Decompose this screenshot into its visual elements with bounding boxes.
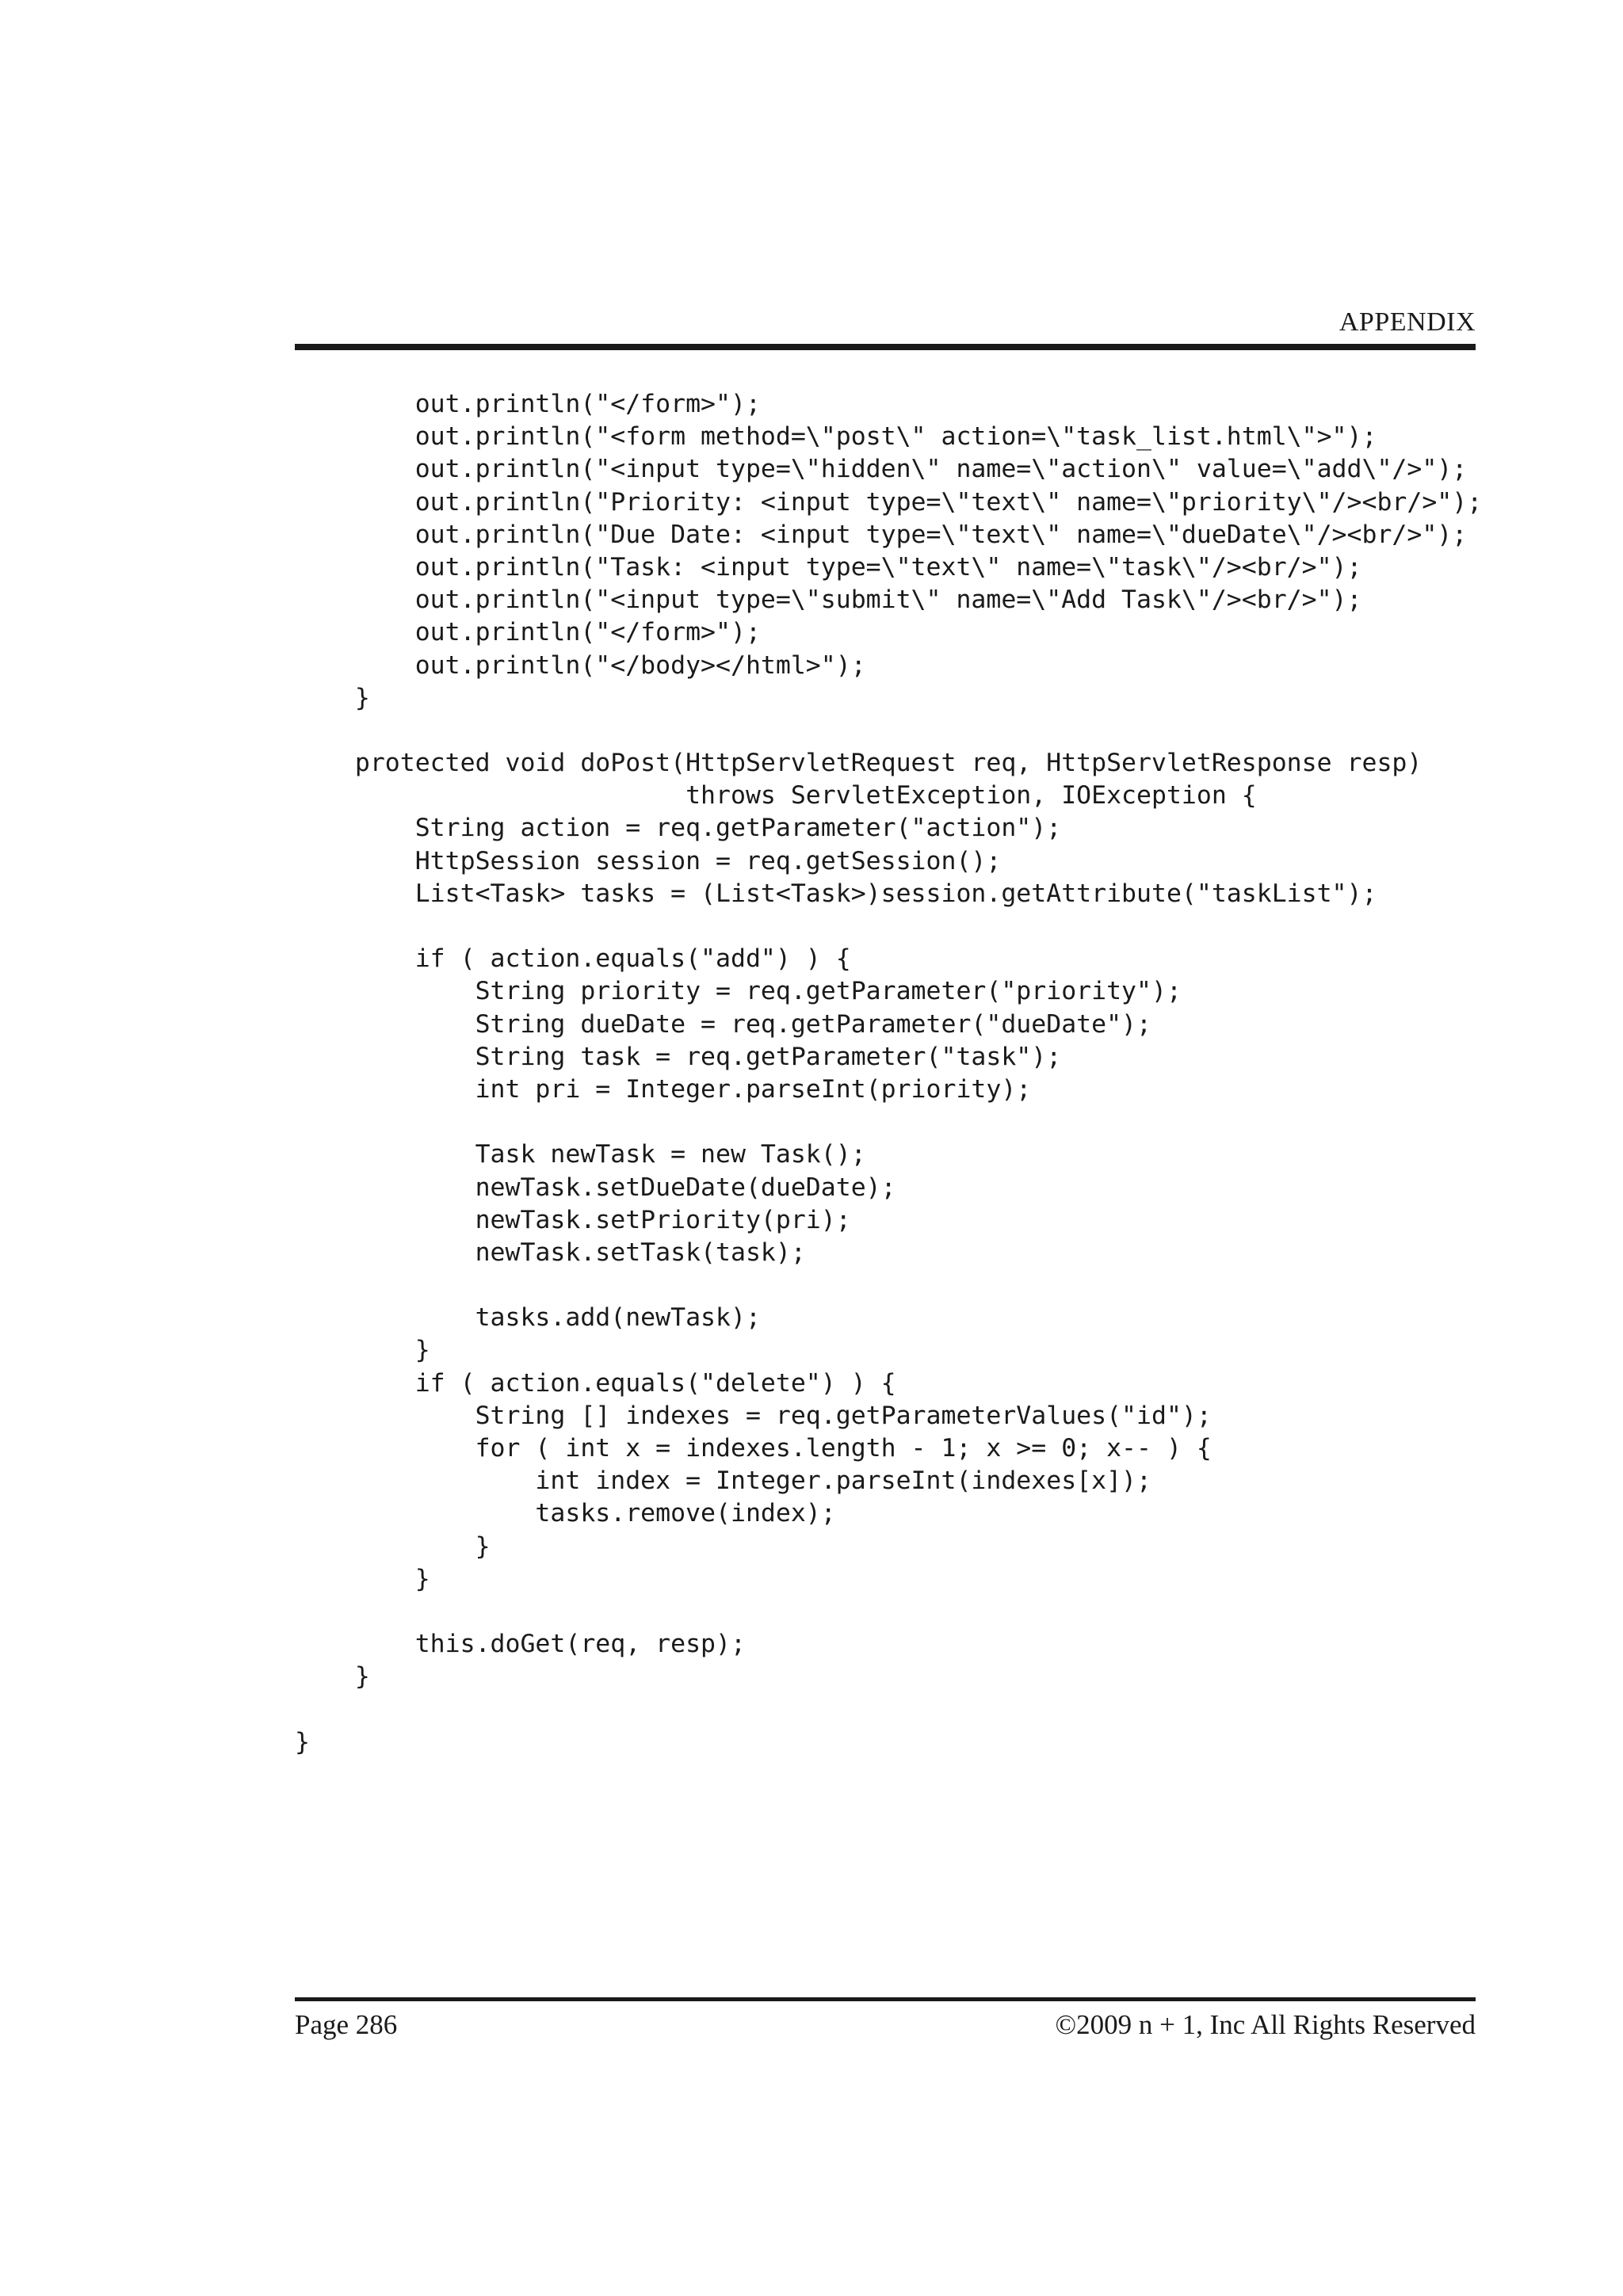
code-line: int pri = Integer.parseInt(priority); bbox=[295, 1074, 1032, 1104]
code-line: protected void doPost(HttpServletRequest req, HttpServletResponse resp) bbox=[295, 749, 1423, 778]
code-line: } bbox=[295, 1336, 430, 1365]
code-line: String action = req.getParameter("action"); bbox=[295, 814, 1062, 843]
code-line bbox=[295, 1694, 1476, 1726]
code-line: out.println("</form>"); bbox=[295, 618, 761, 647]
code-line bbox=[295, 1269, 1476, 1302]
code-line: out.println("<input type=\"hidden\" name=\"action\" value=\"add\"/>"); bbox=[295, 455, 1468, 484]
code-line: Task newTask = new Task(); bbox=[295, 1140, 866, 1169]
code-line: String dueDate = req.getParameter("dueDate"); bbox=[295, 1009, 1151, 1039]
code-line: HttpSession session = req.getSession(); bbox=[295, 846, 1002, 875]
code-listing bbox=[295, 388, 1483, 1759]
code-line bbox=[295, 910, 1476, 943]
code-line: tasks.add(newTask); bbox=[295, 1303, 761, 1333]
code-line: out.println("Due Date: <input type=\"text\" name=\"dueDate\"/><br/>"); bbox=[295, 520, 1468, 549]
code-line: this.doGet(req, resp); bbox=[295, 1630, 746, 1659]
header-rule bbox=[295, 344, 1476, 350]
code-line: newTask.setPriority(pri); bbox=[295, 1205, 851, 1234]
code-line: List<Task> tasks = (List<Task>)session.getAttribute("taskList"); bbox=[295, 879, 1377, 908]
code-line bbox=[295, 715, 1476, 747]
code-line: int index = Integer.parseInt(indexes[x]); bbox=[295, 1466, 1151, 1496]
code-line: String [] indexes = req.getParameterValues("id"); bbox=[295, 1401, 1212, 1430]
code-line: out.println("Task: <input type=\"text\" name=\"task\"/><br/>"); bbox=[295, 552, 1362, 582]
code-line: if ( action.equals("add") ) { bbox=[295, 944, 851, 974]
code-line bbox=[295, 1596, 1476, 1628]
code-line bbox=[295, 1106, 1476, 1138]
code-line: out.println("</body></html>"); bbox=[295, 650, 866, 680]
code-line: if ( action.equals("delete") ) { bbox=[295, 1368, 896, 1398]
code-line: } bbox=[295, 1564, 430, 1593]
copyright-notice: ©2009 n + 1, Inc All Rights Reserved bbox=[1055, 2009, 1476, 2040]
code-line: for ( int x = indexes.length - 1; x >= 0; x-- ) { bbox=[295, 1434, 1212, 1463]
code-line: } bbox=[295, 683, 370, 712]
code-line: } bbox=[295, 1662, 370, 1691]
code-line: out.println("</form>"); bbox=[295, 390, 761, 418]
code-line: } bbox=[295, 1727, 310, 1756]
page-number: Page 286 bbox=[295, 2009, 398, 2040]
code-line: newTask.setDueDate(dueDate); bbox=[295, 1173, 896, 1202]
code-line: out.println("<form method=\"post\" action=\"task_list.html\">"); bbox=[295, 422, 1377, 452]
code-line: } bbox=[295, 1531, 491, 1561]
code-line: out.println("Priority: <input type=\"text\" name=\"priority\"/><br/>"); bbox=[295, 487, 1483, 517]
code-line: newTask.setTask(task); bbox=[295, 1238, 806, 1267]
footer-rule bbox=[295, 1997, 1476, 2001]
running-head: APPENDIX bbox=[1338, 307, 1476, 337]
code-line: String priority = req.getParameter("priority"); bbox=[295, 977, 1182, 1006]
code-line: throws ServletException, IOException { bbox=[295, 781, 1257, 810]
code-line: out.println("<input type=\"submit\" name=\"Add Task\"/><br/>"); bbox=[295, 585, 1362, 615]
code-line: String task = req.getParameter("task"); bbox=[295, 1042, 1062, 1071]
code-line: tasks.remove(index); bbox=[295, 1499, 836, 1528]
